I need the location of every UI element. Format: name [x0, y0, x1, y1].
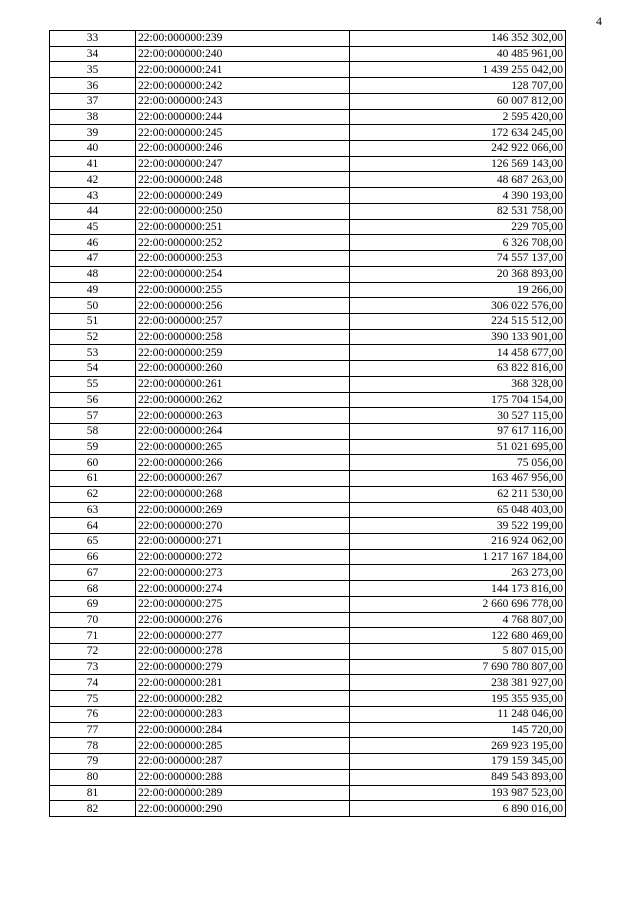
row-number: 54 — [50, 361, 136, 377]
cadastral-value: 60 007 812,00 — [350, 93, 566, 109]
cadastral-value: 849 543 893,00 — [350, 769, 566, 785]
table-row — [50, 423, 566, 439]
cadastral-value: 193 987 523,00 — [350, 785, 566, 801]
cadastral-value: 172 634 245,00 — [350, 125, 566, 141]
cadastral-value: 63 822 816,00 — [350, 361, 566, 377]
table-row — [50, 471, 566, 487]
table-row — [50, 376, 566, 392]
table-row — [50, 78, 566, 94]
cadastral-value: 19 266,00 — [350, 282, 566, 298]
table-row — [50, 109, 566, 125]
table-row — [50, 754, 566, 770]
cadastral-value: 175 704 154,00 — [350, 392, 566, 408]
cadastral-number: 22:00:000000:279 — [136, 659, 350, 675]
cadastral-value: 74 557 137,00 — [350, 251, 566, 267]
row-number: 74 — [50, 675, 136, 691]
row-number: 63 — [50, 502, 136, 518]
table-row — [50, 408, 566, 424]
cadastral-value: 224 515 512,00 — [350, 313, 566, 329]
table-row — [50, 565, 566, 581]
table-row — [50, 439, 566, 455]
cadastral-number: 22:00:000000:268 — [136, 486, 350, 502]
cadastral-value: 6 326 708,00 — [350, 235, 566, 251]
cadastral-value: 11 248 046,00 — [350, 706, 566, 722]
cadastral-value: 216 924 062,00 — [350, 534, 566, 550]
row-number: 34 — [50, 46, 136, 62]
cadastral-value: 1 217 167 184,00 — [350, 549, 566, 565]
cadastral-number: 22:00:000000:271 — [136, 534, 350, 550]
cadastral-value: 4 390 193,00 — [350, 188, 566, 204]
cadastral-number: 22:00:000000:261 — [136, 376, 350, 392]
cadastral-value: 82 531 758,00 — [350, 203, 566, 219]
cadastral-value: 5 807 015,00 — [350, 644, 566, 660]
cadastral-number: 22:00:000000:239 — [136, 31, 350, 47]
row-number: 39 — [50, 125, 136, 141]
row-number: 44 — [50, 203, 136, 219]
table-row — [50, 392, 566, 408]
cadastral-value: 51 021 695,00 — [350, 439, 566, 455]
cadastral-number: 22:00:000000:252 — [136, 235, 350, 251]
table-row — [50, 612, 566, 628]
cadastral-value: 145 720,00 — [350, 722, 566, 738]
row-number: 48 — [50, 266, 136, 282]
cadastral-value: 65 048 403,00 — [350, 502, 566, 518]
cadastral-value: 40 485 961,00 — [350, 46, 566, 62]
cadastral-value: 144 173 816,00 — [350, 581, 566, 597]
row-number: 68 — [50, 581, 136, 597]
row-number: 43 — [50, 188, 136, 204]
cadastral-number: 22:00:000000:256 — [136, 298, 350, 314]
row-number: 66 — [50, 549, 136, 565]
cadastral-number: 22:00:000000:260 — [136, 361, 350, 377]
cadastral-number: 22:00:000000:255 — [136, 282, 350, 298]
cadastral-number: 22:00:000000:273 — [136, 565, 350, 581]
row-number: 81 — [50, 785, 136, 801]
table-row — [50, 266, 566, 282]
cadastral-value: 7 690 780 807,00 — [350, 659, 566, 675]
table-row — [50, 785, 566, 801]
cadastral-value: 242 922 066,00 — [350, 141, 566, 157]
table-row — [50, 549, 566, 565]
row-number: 50 — [50, 298, 136, 314]
cadastral-number: 22:00:000000:241 — [136, 62, 350, 78]
cadastral-number: 22:00:000000:281 — [136, 675, 350, 691]
cadastral-value: 126 569 143,00 — [350, 156, 566, 172]
cadastral-value: 20 368 893,00 — [350, 266, 566, 282]
cadastral-number: 22:00:000000:284 — [136, 722, 350, 738]
cadastral-value: 163 467 956,00 — [350, 471, 566, 487]
cadastral-value: 2 595 420,00 — [350, 109, 566, 125]
cadastral-number: 22:00:000000:276 — [136, 612, 350, 628]
table-row — [50, 691, 566, 707]
cadastral-value: 75 056,00 — [350, 455, 566, 471]
cadastral-value: 48 687 263,00 — [350, 172, 566, 188]
cadastral-number: 22:00:000000:277 — [136, 628, 350, 644]
row-number: 78 — [50, 738, 136, 754]
row-number: 55 — [50, 376, 136, 392]
row-number: 58 — [50, 423, 136, 439]
page-number: 4 — [596, 14, 602, 28]
cadastral-number: 22:00:000000:274 — [136, 581, 350, 597]
row-number: 41 — [50, 156, 136, 172]
table-row — [50, 518, 566, 534]
table-row — [50, 172, 566, 188]
table-row — [50, 801, 566, 817]
cadastral-number: 22:00:000000:269 — [136, 502, 350, 518]
cadastral-number: 22:00:000000:259 — [136, 345, 350, 361]
row-number: 37 — [50, 93, 136, 109]
cadastral-value: 4 768 807,00 — [350, 612, 566, 628]
row-number: 73 — [50, 659, 136, 675]
cadastral-number: 22:00:000000:243 — [136, 93, 350, 109]
row-number: 33 — [50, 31, 136, 47]
cadastral-number: 22:00:000000:283 — [136, 706, 350, 722]
cadastral-number: 22:00:000000:262 — [136, 392, 350, 408]
table-row — [50, 769, 566, 785]
table-row — [50, 345, 566, 361]
cadastral-value: 14 458 677,00 — [350, 345, 566, 361]
cadastral-value: 1 439 255 042,00 — [350, 62, 566, 78]
table-row — [50, 644, 566, 660]
cadastral-value: 2 660 696 778,00 — [350, 596, 566, 612]
cadastral-number: 22:00:000000:278 — [136, 644, 350, 660]
row-number: 70 — [50, 612, 136, 628]
table-row — [50, 141, 566, 157]
row-number: 53 — [50, 345, 136, 361]
table-row — [50, 361, 566, 377]
table-row — [50, 188, 566, 204]
cadastral-value: 390 133 901,00 — [350, 329, 566, 345]
row-number: 61 — [50, 471, 136, 487]
table-row — [50, 596, 566, 612]
cadastral-number: 22:00:000000:290 — [136, 801, 350, 817]
table-row — [50, 329, 566, 345]
row-number: 46 — [50, 235, 136, 251]
table-row — [50, 156, 566, 172]
cadastral-value-table — [49, 30, 566, 817]
row-number: 49 — [50, 282, 136, 298]
table-row — [50, 534, 566, 550]
cadastral-number: 22:00:000000:263 — [136, 408, 350, 424]
cadastral-value: 122 680 469,00 — [350, 628, 566, 644]
table-row — [50, 486, 566, 502]
row-number: 40 — [50, 141, 136, 157]
table-row — [50, 251, 566, 267]
table-row — [50, 298, 566, 314]
row-number: 67 — [50, 565, 136, 581]
cadastral-number: 22:00:000000:240 — [136, 46, 350, 62]
cadastral-value: 62 211 530,00 — [350, 486, 566, 502]
cadastral-number: 22:00:000000:254 — [136, 266, 350, 282]
row-number: 82 — [50, 801, 136, 817]
table-row — [50, 738, 566, 754]
cadastral-number: 22:00:000000:287 — [136, 754, 350, 770]
cadastral-value: 263 273,00 — [350, 565, 566, 581]
cadastral-number: 22:00:000000:257 — [136, 313, 350, 329]
table-row — [50, 31, 566, 47]
row-number: 72 — [50, 644, 136, 660]
table-row — [50, 581, 566, 597]
table-row — [50, 62, 566, 78]
cadastral-number: 22:00:000000:272 — [136, 549, 350, 565]
row-number: 69 — [50, 596, 136, 612]
row-number: 64 — [50, 518, 136, 534]
cadastral-number: 22:00:000000:265 — [136, 439, 350, 455]
row-number: 36 — [50, 78, 136, 94]
cadastral-number: 22:00:000000:245 — [136, 125, 350, 141]
row-number: 65 — [50, 534, 136, 550]
row-number: 75 — [50, 691, 136, 707]
cadastral-number: 22:00:000000:250 — [136, 203, 350, 219]
row-number: 57 — [50, 408, 136, 424]
row-number: 62 — [50, 486, 136, 502]
row-number: 79 — [50, 754, 136, 770]
cadastral-number: 22:00:000000:282 — [136, 691, 350, 707]
cadastral-value: 6 890 016,00 — [350, 801, 566, 817]
cadastral-value: 30 527 115,00 — [350, 408, 566, 424]
cadastral-value: 97 617 116,00 — [350, 423, 566, 439]
cadastral-number: 22:00:000000:242 — [136, 78, 350, 94]
table-row — [50, 219, 566, 235]
table-row — [50, 675, 566, 691]
table-row — [50, 628, 566, 644]
table-row — [50, 125, 566, 141]
row-number: 35 — [50, 62, 136, 78]
cadastral-value: 306 022 576,00 — [350, 298, 566, 314]
cadastral-number: 22:00:000000:247 — [136, 156, 350, 172]
cadastral-value: 368 328,00 — [350, 376, 566, 392]
cadastral-number: 22:00:000000:248 — [136, 172, 350, 188]
table-row — [50, 282, 566, 298]
cadastral-number: 22:00:000000:275 — [136, 596, 350, 612]
table-row — [50, 722, 566, 738]
table-row — [50, 93, 566, 109]
row-number: 52 — [50, 329, 136, 345]
cadastral-number: 22:00:000000:289 — [136, 785, 350, 801]
table-row — [50, 46, 566, 62]
cadastral-value: 195 355 935,00 — [350, 691, 566, 707]
cadastral-number: 22:00:000000:246 — [136, 141, 350, 157]
cadastral-value: 229 705,00 — [350, 219, 566, 235]
cadastral-value: 179 159 345,00 — [350, 754, 566, 770]
table-row — [50, 203, 566, 219]
row-number: 71 — [50, 628, 136, 644]
cadastral-number: 22:00:000000:253 — [136, 251, 350, 267]
cadastral-number: 22:00:000000:249 — [136, 188, 350, 204]
table-row — [50, 502, 566, 518]
cadastral-value: 146 352 302,00 — [350, 31, 566, 47]
row-number: 45 — [50, 219, 136, 235]
cadastral-number: 22:00:000000:266 — [136, 455, 350, 471]
table-row — [50, 313, 566, 329]
row-number: 56 — [50, 392, 136, 408]
table-row — [50, 455, 566, 471]
cadastral-number: 22:00:000000:288 — [136, 769, 350, 785]
cadastral-number: 22:00:000000:251 — [136, 219, 350, 235]
row-number: 77 — [50, 722, 136, 738]
row-number: 59 — [50, 439, 136, 455]
row-number: 47 — [50, 251, 136, 267]
cadastral-number: 22:00:000000:258 — [136, 329, 350, 345]
cadastral-number: 22:00:000000:264 — [136, 423, 350, 439]
row-number: 42 — [50, 172, 136, 188]
table-body — [50, 31, 566, 817]
table-row — [50, 706, 566, 722]
row-number: 60 — [50, 455, 136, 471]
cadastral-number: 22:00:000000:267 — [136, 471, 350, 487]
cadastral-value: 39 522 199,00 — [350, 518, 566, 534]
table-row — [50, 659, 566, 675]
row-number: 76 — [50, 706, 136, 722]
row-number: 51 — [50, 313, 136, 329]
cadastral-number: 22:00:000000:270 — [136, 518, 350, 534]
cadastral-value: 128 707,00 — [350, 78, 566, 94]
table-row — [50, 235, 566, 251]
cadastral-value: 269 923 195,00 — [350, 738, 566, 754]
row-number: 38 — [50, 109, 136, 125]
row-number: 80 — [50, 769, 136, 785]
cadastral-value: 238 381 927,00 — [350, 675, 566, 691]
cadastral-number: 22:00:000000:244 — [136, 109, 350, 125]
cadastral-number: 22:00:000000:285 — [136, 738, 350, 754]
